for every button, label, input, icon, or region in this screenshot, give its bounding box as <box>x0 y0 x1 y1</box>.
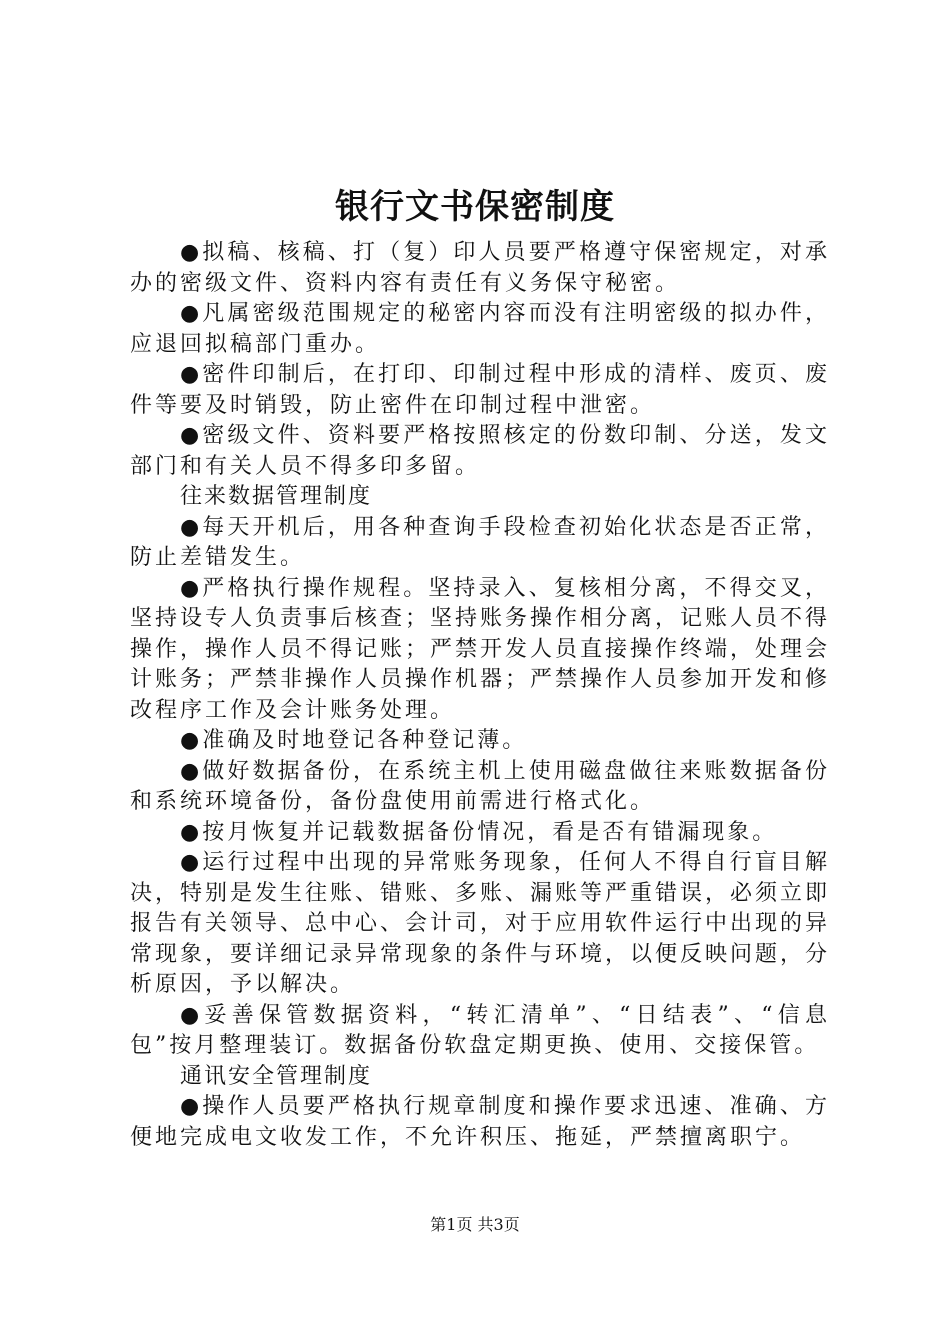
page-title: 银行文书保密制度 <box>335 187 615 227</box>
paragraph: ●每天开机后，用各种查询手段检查初始化状态是否正常，防止差错发生。 <box>130 514 830 570</box>
paragraph: ●操作人员要严格执行规章制度和操作要求迅速、准确、方便地完成电文收发工作，不允许积压、拖延，严禁擅离职宁。 <box>130 1094 830 1150</box>
paragraph: ●严格执行操作规程。坚持录入、复核相分离，不得交叉，坚持设专人负责事后核查；坚持账务操作相分离，记账人员不得操作，操作人员不得记账；严禁开发人员直接操作终端，处理会计账务；严禁非操作人员操作机器；严禁操作人员参加开发和修改程序工作及会计账务处理。 <box>130 575 831 723</box>
section-heading: 通讯安全管理制度 <box>180 1063 373 1089</box>
page-footer: 第1页 共3页 <box>430 1215 520 1234</box>
paragraph: ●拟稿、核稿、打（复）印人员要严格遵守保密规定，对承办的密级文件、资料内容有责任有义务保守秘密。 <box>130 240 830 296</box>
paragraph: ●妥善保管数据资料，“转汇清单”、“日结表”、“信息包”按月整理装订。数据备份软盘定期更换、使用、交接保管。 <box>130 1002 830 1058</box>
paragraph: ●按月恢复并记载数据备份情况，看是否有错漏现象。 <box>180 819 778 845</box>
paragraph: ●做好数据备份，在系统主机上使用磁盘做往来账数据备份和系统环境备份，备份盘使用前需进行格式化。 <box>130 758 830 814</box>
paragraph: ●凡属密级范围规定的秘密内容而没有注明密级的拟办件，应退回拟稿部门重办。 <box>130 301 830 357</box>
paragraph: ●准确及时地登记各种登记薄。 <box>180 728 528 753</box>
document-body <box>130 238 830 1153</box>
section-heading: 往来数据管理制度 <box>180 484 373 509</box>
paragraph: ●运行过程中出现的异常账务现象，任何人不得自行盲目解决，特别是发生往账、错账、多账、漏账等严重错误，必须立即报告有关领导、总中心、会计司，对于应用软件运行中出现的异常现象，要详细记录异常现象的条件与环境，以便反映问题，分析原因，予以解决。 <box>130 850 831 997</box>
paragraph: ●密件印制后，在打印、印制过程中形成的清样、废页、废件等要及时销毁，防止密件在印制过程中泄密。 <box>130 362 830 418</box>
paragraph: ●密级文件、资料要严格按照核定的份数印制、分送，发文部门和有关人员不得多印多留。 <box>130 423 830 479</box>
